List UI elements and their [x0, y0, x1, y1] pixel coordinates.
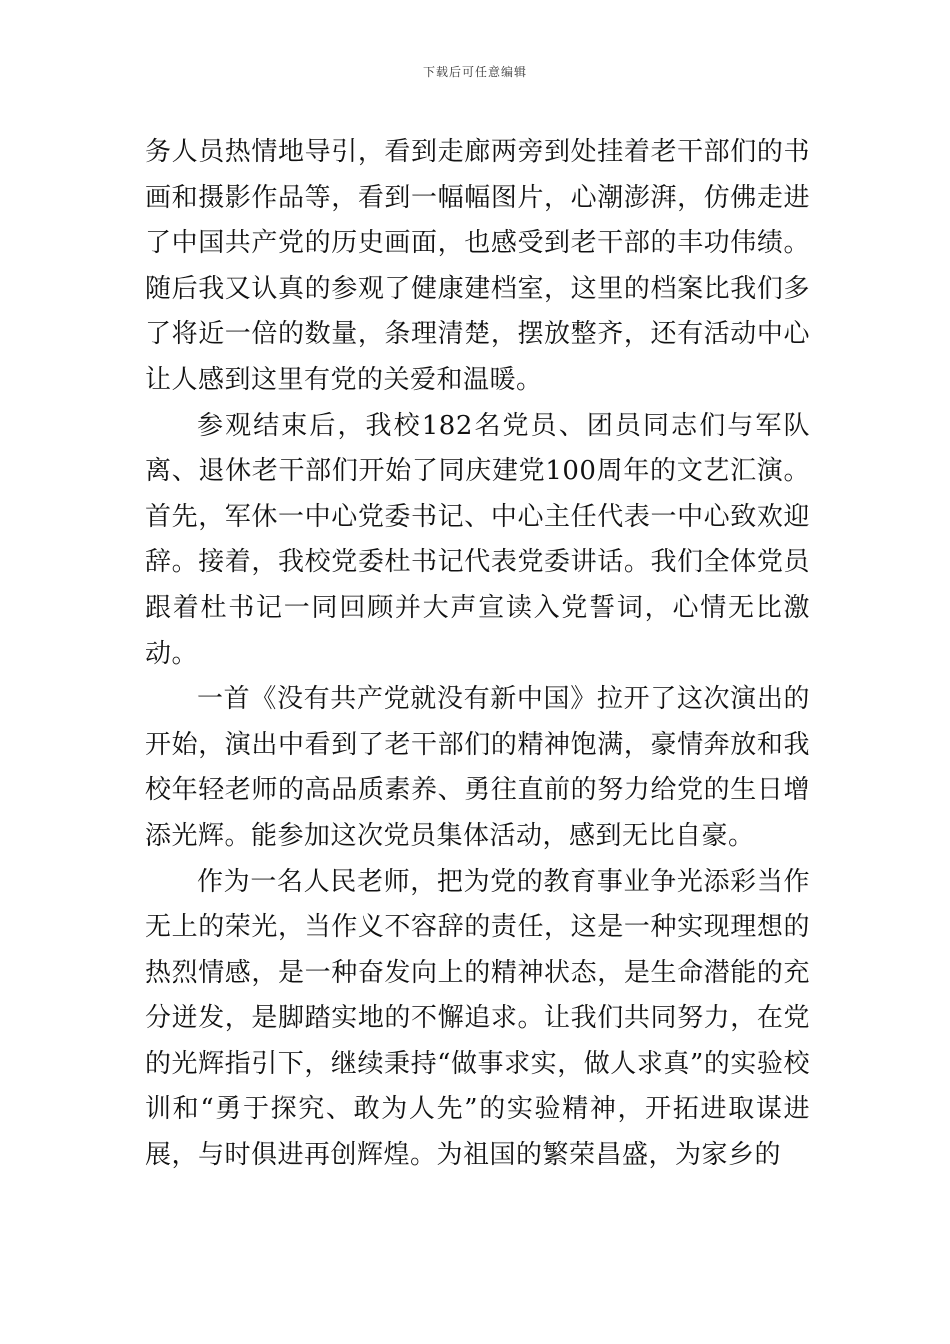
page-header: 下载后可任意编辑: [422, 65, 527, 79]
paragraph-continued: 务人员热情地导引，看到走廊两旁到处挂着老干部们的书画和摄影作品等，看到一幅幅图片，心潮澎湃，仿佛走进了中国共产党的历史画面，也感受到老干部的丰功伟绩。随后我又认真的参观了健康建档室，这里的档案比我们多了将近一倍的数量，条理清楚，摆放整齐，还有活动中心让人感到这里有党的关爱和温暖。: [145, 137, 810, 395]
paragraph: 一首《没有共产党就没有新中国》拉开了这次演出的开始，演出中看到了老干部们的精神饱满，豪情奔放和我校年轻老师的高品质素养、勇往直前的努力给党的生日增添光辉。能参加这次党员集体活动，感到无比自豪。: [145, 684, 810, 851]
document-body: [145, 130, 810, 1179]
paragraph: 作为一名人民老师，把为党的教育事业争光添彩当作无上的荣光，当作义不容辞的责任，这是一种实现理想的热烈情感，是一种奋发向上的精神状态，是生命潜能的充分迸发，是脚踏实地的不懈追求。让我们共同努力，在党的光辉指引下，继续秉持“做事求实，做人求真”的实验校训和“勇于探究、敢为人先”的实验精神，开拓进取谋进展，与时俱进再创辉煌。为祖国的繁荣昌盛，为家乡的: [145, 866, 810, 1171]
paragraph: 参观结束后，我校182名党员、团员同志们与军队离、退休老干部们开始了同庆建党100周年的文艺汇演。首先，军休一中心党委书记、中心主任代表一中心致欢迎辞。接着，我校党委杜书记代表党委讲话。我们全体党员跟着杜书记一同回顾并大声宣读入党誓词，心情无比激动。: [145, 410, 810, 669]
